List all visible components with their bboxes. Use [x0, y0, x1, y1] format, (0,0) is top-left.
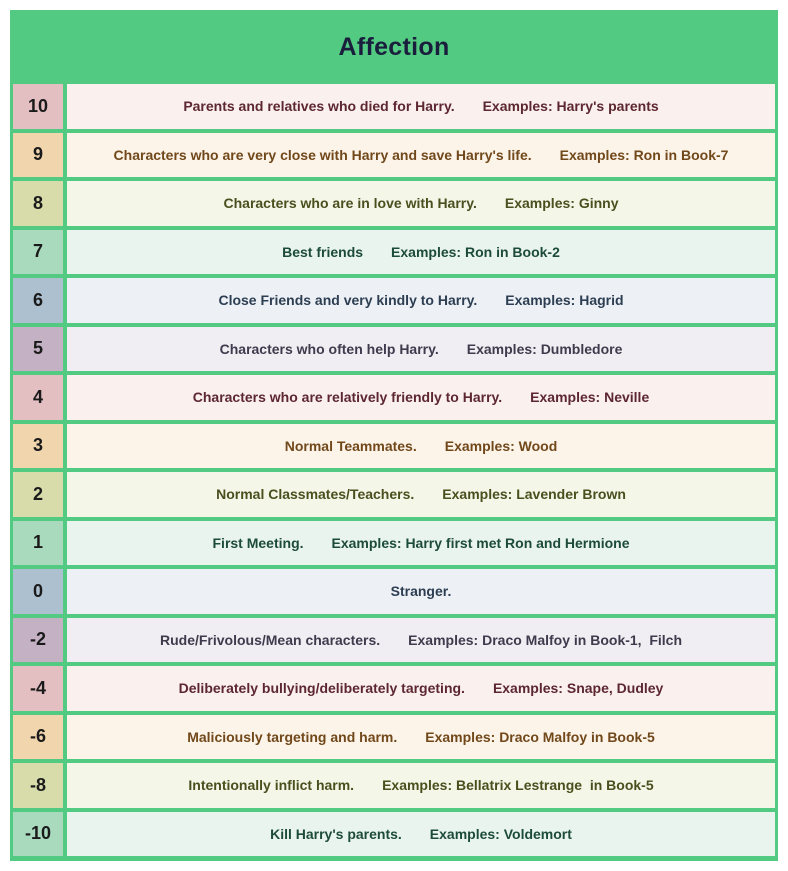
- criteria-cell: [67, 715, 775, 760]
- criteria-cell: [67, 521, 775, 566]
- score-value: 2: [32, 483, 43, 504]
- score-cell: [13, 230, 63, 275]
- score-value: -10: [24, 823, 51, 844]
- score-value: -6: [29, 726, 46, 747]
- rubric-row: [13, 133, 775, 178]
- rubric-row: [13, 230, 775, 275]
- score-value: 8: [32, 192, 43, 213]
- table-title: Affection: [338, 32, 450, 61]
- rubric-frame: [10, 10, 778, 861]
- examples-text: Examples: Draco Malfoy in Book-5: [425, 728, 655, 745]
- criteria-text: Characters who are in love with Harry.: [223, 195, 477, 212]
- rubric-row: [13, 181, 775, 226]
- score-cell: [13, 521, 63, 566]
- score-cell: [13, 666, 63, 711]
- score-cell: [13, 327, 63, 372]
- examples-text: Examples: Harry first met Ron and Hermione: [331, 534, 630, 551]
- examples-text: Examples: Hagrid: [505, 292, 624, 309]
- rubric-row: [13, 715, 775, 760]
- score-value: 6: [32, 289, 43, 310]
- criteria-cell: [67, 84, 775, 129]
- score-cell: [13, 133, 63, 178]
- score-value: 9: [32, 144, 43, 165]
- score-value: -4: [29, 677, 46, 698]
- criteria-text: Close Friends and very kindly to Harry.: [218, 292, 478, 309]
- rubric-row: [13, 763, 775, 808]
- score-cell: [13, 472, 63, 517]
- criteria-cell: [67, 424, 775, 469]
- rubric-row: [13, 472, 775, 517]
- examples-text: Examples: Lavender Brown: [442, 486, 626, 503]
- examples-text: Examples: Harry's parents: [482, 98, 659, 115]
- criteria-cell: [67, 812, 775, 857]
- criteria-cell: [67, 666, 775, 711]
- criteria-cell: [67, 181, 775, 226]
- criteria-text: Rude/Frivolous/Mean characters.: [159, 631, 381, 648]
- examples-text: Examples: Voldemort: [429, 825, 572, 842]
- score-cell: [13, 569, 63, 614]
- examples-text: Examples: Bellatrix Lestrange in Book-5: [382, 777, 654, 794]
- score-cell: [13, 84, 63, 129]
- score-value: -2: [29, 629, 46, 650]
- score-value: 5: [32, 338, 43, 359]
- score-value: 4: [32, 386, 43, 407]
- criteria-cell: [67, 278, 775, 323]
- score-cell: [13, 375, 63, 420]
- score-cell: [13, 763, 63, 808]
- rubric-row: [13, 521, 775, 566]
- score-value: 0: [32, 580, 43, 601]
- criteria-cell: [67, 763, 775, 808]
- rubric-row: [13, 375, 775, 420]
- examples-text: Examples: Ginny: [504, 195, 619, 212]
- criteria-text: Normal Classmates/Teachers.: [216, 486, 415, 503]
- rubric-row: [13, 618, 775, 663]
- rubric-row: [13, 666, 775, 711]
- score-value: -8: [29, 774, 46, 795]
- score-cell: [13, 181, 63, 226]
- examples-text: Examples: Neville: [530, 389, 650, 406]
- rubric-row: [13, 569, 775, 614]
- score-value: 1: [32, 532, 43, 553]
- criteria-text: Normal Teammates.: [284, 437, 417, 454]
- examples-text: Examples: Snape, Dudley: [492, 680, 664, 697]
- criteria-text: Stranger.: [390, 583, 452, 600]
- score-value: 10: [27, 95, 49, 116]
- score-value: 3: [32, 435, 43, 456]
- criteria-cell: [67, 133, 775, 178]
- criteria-cell: [67, 230, 775, 275]
- examples-text: Examples: Wood: [444, 437, 558, 454]
- criteria-text: Best friends: [282, 243, 364, 260]
- criteria-cell: [67, 327, 775, 372]
- criteria-cell: [67, 569, 775, 614]
- criteria-text: Parents and relatives who died for Harry.: [183, 98, 455, 115]
- score-value: 7: [32, 241, 43, 262]
- examples-text: Examples: Ron in Book-2: [391, 243, 560, 260]
- criteria-cell: [67, 472, 775, 517]
- rubric-row: [13, 812, 775, 857]
- criteria-text: First Meeting.: [212, 534, 304, 551]
- rubric-row: [13, 424, 775, 469]
- criteria-text: Deliberately bullying/deliberately targeting.: [178, 680, 465, 697]
- criteria-text: Characters who are very close with Harry and save Harry's life.: [113, 146, 532, 163]
- rubric-row: [13, 84, 775, 129]
- rubric-row: [13, 327, 775, 372]
- score-cell: [13, 618, 63, 663]
- table-header: [13, 10, 775, 84]
- score-cell: [13, 278, 63, 323]
- rubric-row: [13, 278, 775, 323]
- criteria-text: Intentionally inflict harm.: [188, 777, 355, 794]
- score-cell: [13, 424, 63, 469]
- criteria-text: Maliciously targeting and harm.: [187, 728, 398, 745]
- criteria-text: Kill Harry's parents.: [270, 825, 402, 842]
- examples-text: Examples: Draco Malfoy in Book-1, Filch: [408, 631, 683, 648]
- rubric-rows: [13, 84, 775, 856]
- score-cell: [13, 812, 63, 857]
- examples-text: Examples: Ron in Book-7: [559, 146, 729, 163]
- examples-text: Examples: Dumbledore: [466, 340, 623, 357]
- criteria-cell: [67, 618, 775, 663]
- score-cell: [13, 715, 63, 760]
- criteria-text: Characters who are relatively friendly to Harry.: [192, 389, 503, 406]
- criteria-text: Characters who often help Harry.: [219, 340, 439, 357]
- criteria-cell: [67, 375, 775, 420]
